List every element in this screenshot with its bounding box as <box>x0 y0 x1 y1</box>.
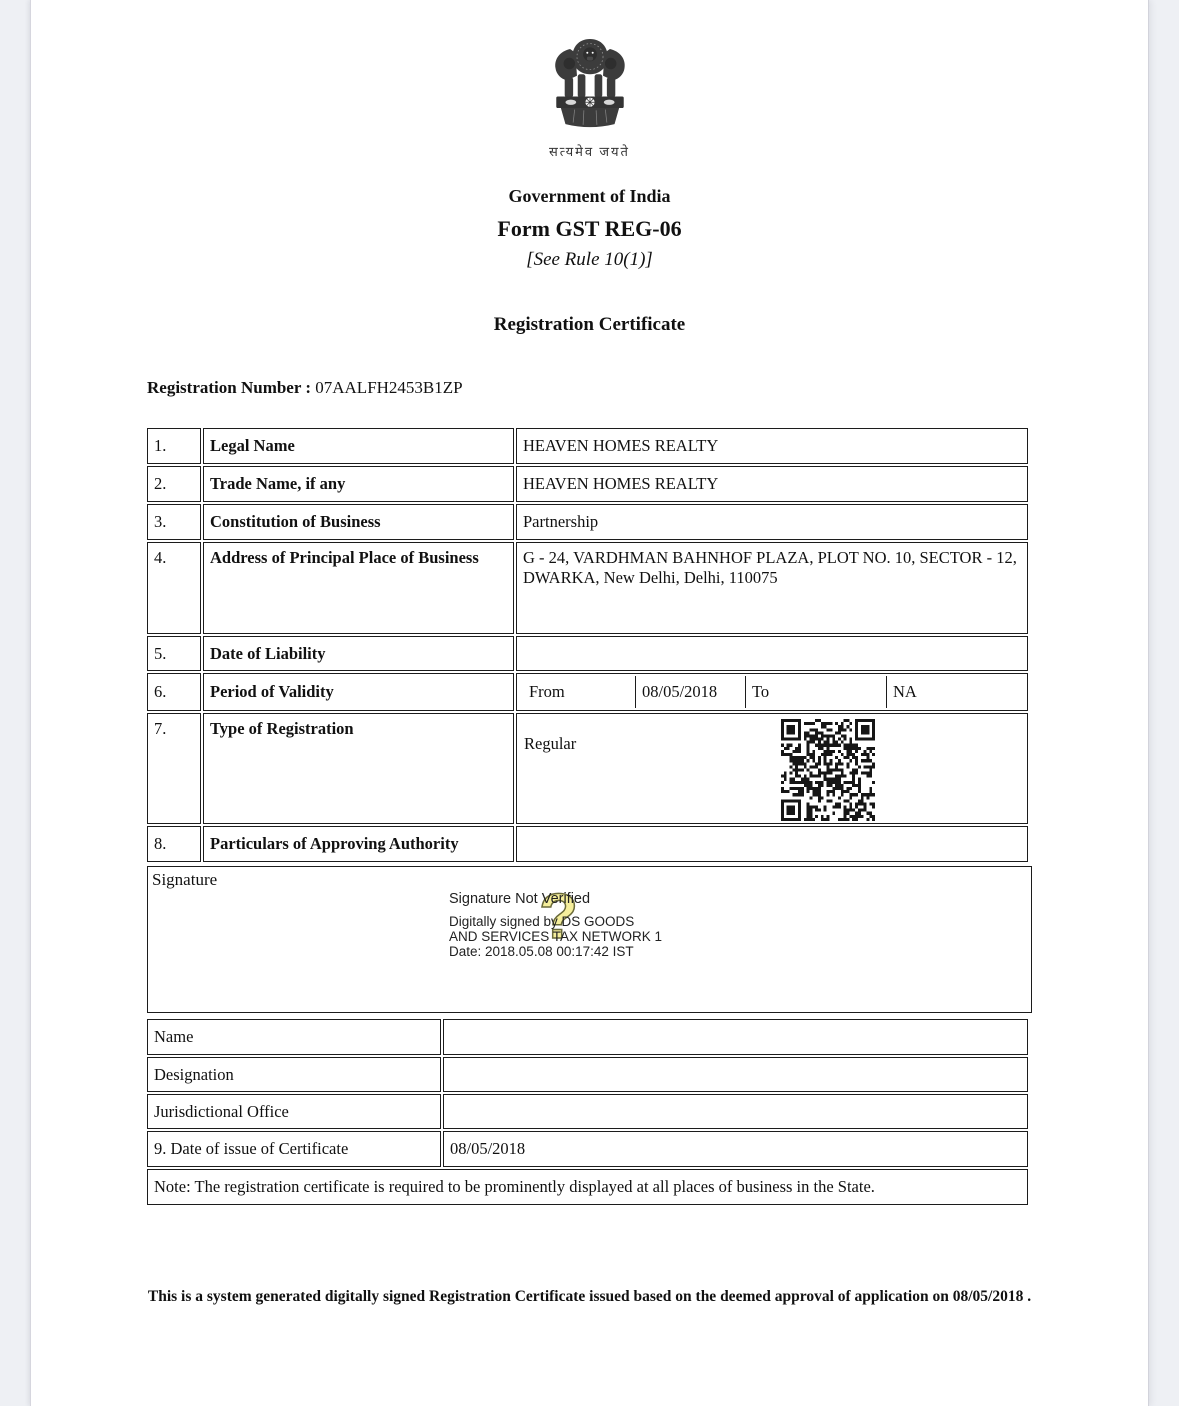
emblem-container <box>147 35 1032 160</box>
footer-statement: This is a system generated digitally signed Registration Certificate issued based on the deemed approval of application on 08/05/2018 . <box>147 1288 1032 1305</box>
table-row <box>147 1057 1028 1092</box>
emblem-motto: सत्यमेव जयते <box>549 144 630 159</box>
note-text: Note: The registration certificate is required to be prominently displayed at all places of business in the State. <box>147 1169 1028 1205</box>
row-label: Date of Liability <box>203 636 514 671</box>
rule-reference: [See Rule 10(1)] <box>526 249 653 270</box>
row-number: 7. <box>147 713 201 824</box>
officer-designation-value <box>443 1057 1028 1092</box>
table-row <box>147 1094 1028 1129</box>
validity-cell <box>516 673 1028 711</box>
validity-to-label: To <box>745 676 886 708</box>
signature-status: Signature Not Verified <box>449 891 591 907</box>
validity-from-value: 08/05/2018 <box>635 676 745 708</box>
digital-signature-block <box>449 880 663 959</box>
ashoka-emblem-icon <box>544 35 636 135</box>
row-number: 2. <box>147 466 201 502</box>
table-row <box>147 542 1028 634</box>
signature-section <box>147 866 1032 1013</box>
row-value: G - 24, VARDHMAN BAHNHOF PLAZA, PLOT NO. 10, SECTOR - 12, DWARKA, New Delhi, Delhi, 110075 <box>516 542 1028 634</box>
jurisdictional-office-label: Jurisdictional Office <box>147 1094 441 1129</box>
document-page <box>30 0 1149 1406</box>
jurisdictional-office-value <box>443 1094 1028 1129</box>
signed-by-line1: Digitally signed by DS GOODS <box>449 914 635 929</box>
form-title: Form GST REG-06 <box>497 216 682 241</box>
table-row <box>147 504 1028 540</box>
registration-type-value: Regular <box>524 734 577 753</box>
row-label: Constitution of Business <box>203 504 514 540</box>
row-label: Address of Principal Place of Business <box>203 542 514 634</box>
table-row <box>147 1019 1028 1055</box>
row-number: 8. <box>147 826 201 862</box>
details-table <box>145 426 1030 864</box>
row-number: 5. <box>147 636 201 671</box>
row-value: Partnership <box>516 504 1028 540</box>
registration-number-label: Registration Number : <box>147 378 311 397</box>
table-row <box>147 428 1028 464</box>
officer-name-value <box>443 1019 1028 1055</box>
officer-designation-label: Designation <box>147 1057 441 1092</box>
table-row <box>147 826 1028 862</box>
signed-by-line2: AND SERVICES TAX NETWORK 1 <box>449 929 663 944</box>
registration-number-line <box>147 378 1032 398</box>
validity-to-value: NA <box>886 676 1021 708</box>
row-label: Period of Validity <box>203 673 514 711</box>
table-row <box>147 1169 1028 1205</box>
issue-date-label: 9. Date of issue of Certificate <box>147 1131 441 1167</box>
signature-warning-icon: ? <box>539 880 579 952</box>
row-value <box>516 636 1028 671</box>
issue-date-value: 08/05/2018 <box>443 1131 1028 1167</box>
table-row <box>147 1131 1028 1167</box>
certificate-title: Registration Certificate <box>493 314 686 335</box>
row-number: 3. <box>147 504 201 540</box>
signature-date-line: Date: 2018.05.08 00:17:42 IST <box>449 944 634 959</box>
certificate-content <box>147 0 1032 1306</box>
validity-from-label: From <box>529 682 565 701</box>
signature-label: Signature <box>152 870 218 889</box>
row-value: HEAVEN HOMES REALTY <box>516 466 1028 502</box>
row-label: Type of Registration <box>203 713 514 824</box>
government-heading: Government of India <box>508 186 671 206</box>
row-label: Legal Name <box>203 428 514 464</box>
row-label: Particulars of Approving Authority <box>203 826 514 862</box>
row-number: 6. <box>147 673 201 711</box>
row-label: Trade Name, if any <box>203 466 514 502</box>
row-value: HEAVEN HOMES REALTY <box>516 428 1028 464</box>
registration-number-value: 07AALFH2453B1ZP <box>315 378 463 397</box>
registration-type-cell <box>516 713 1028 824</box>
row-number: 1. <box>147 428 201 464</box>
officer-table <box>145 1017 1030 1207</box>
row-value <box>516 826 1028 862</box>
officer-name-label: Name <box>147 1019 441 1055</box>
row-number: 4. <box>147 542 201 634</box>
table-row <box>147 713 1028 824</box>
table-row <box>147 636 1028 671</box>
table-row <box>147 673 1028 711</box>
qr-code <box>781 719 875 821</box>
table-row <box>147 466 1028 502</box>
